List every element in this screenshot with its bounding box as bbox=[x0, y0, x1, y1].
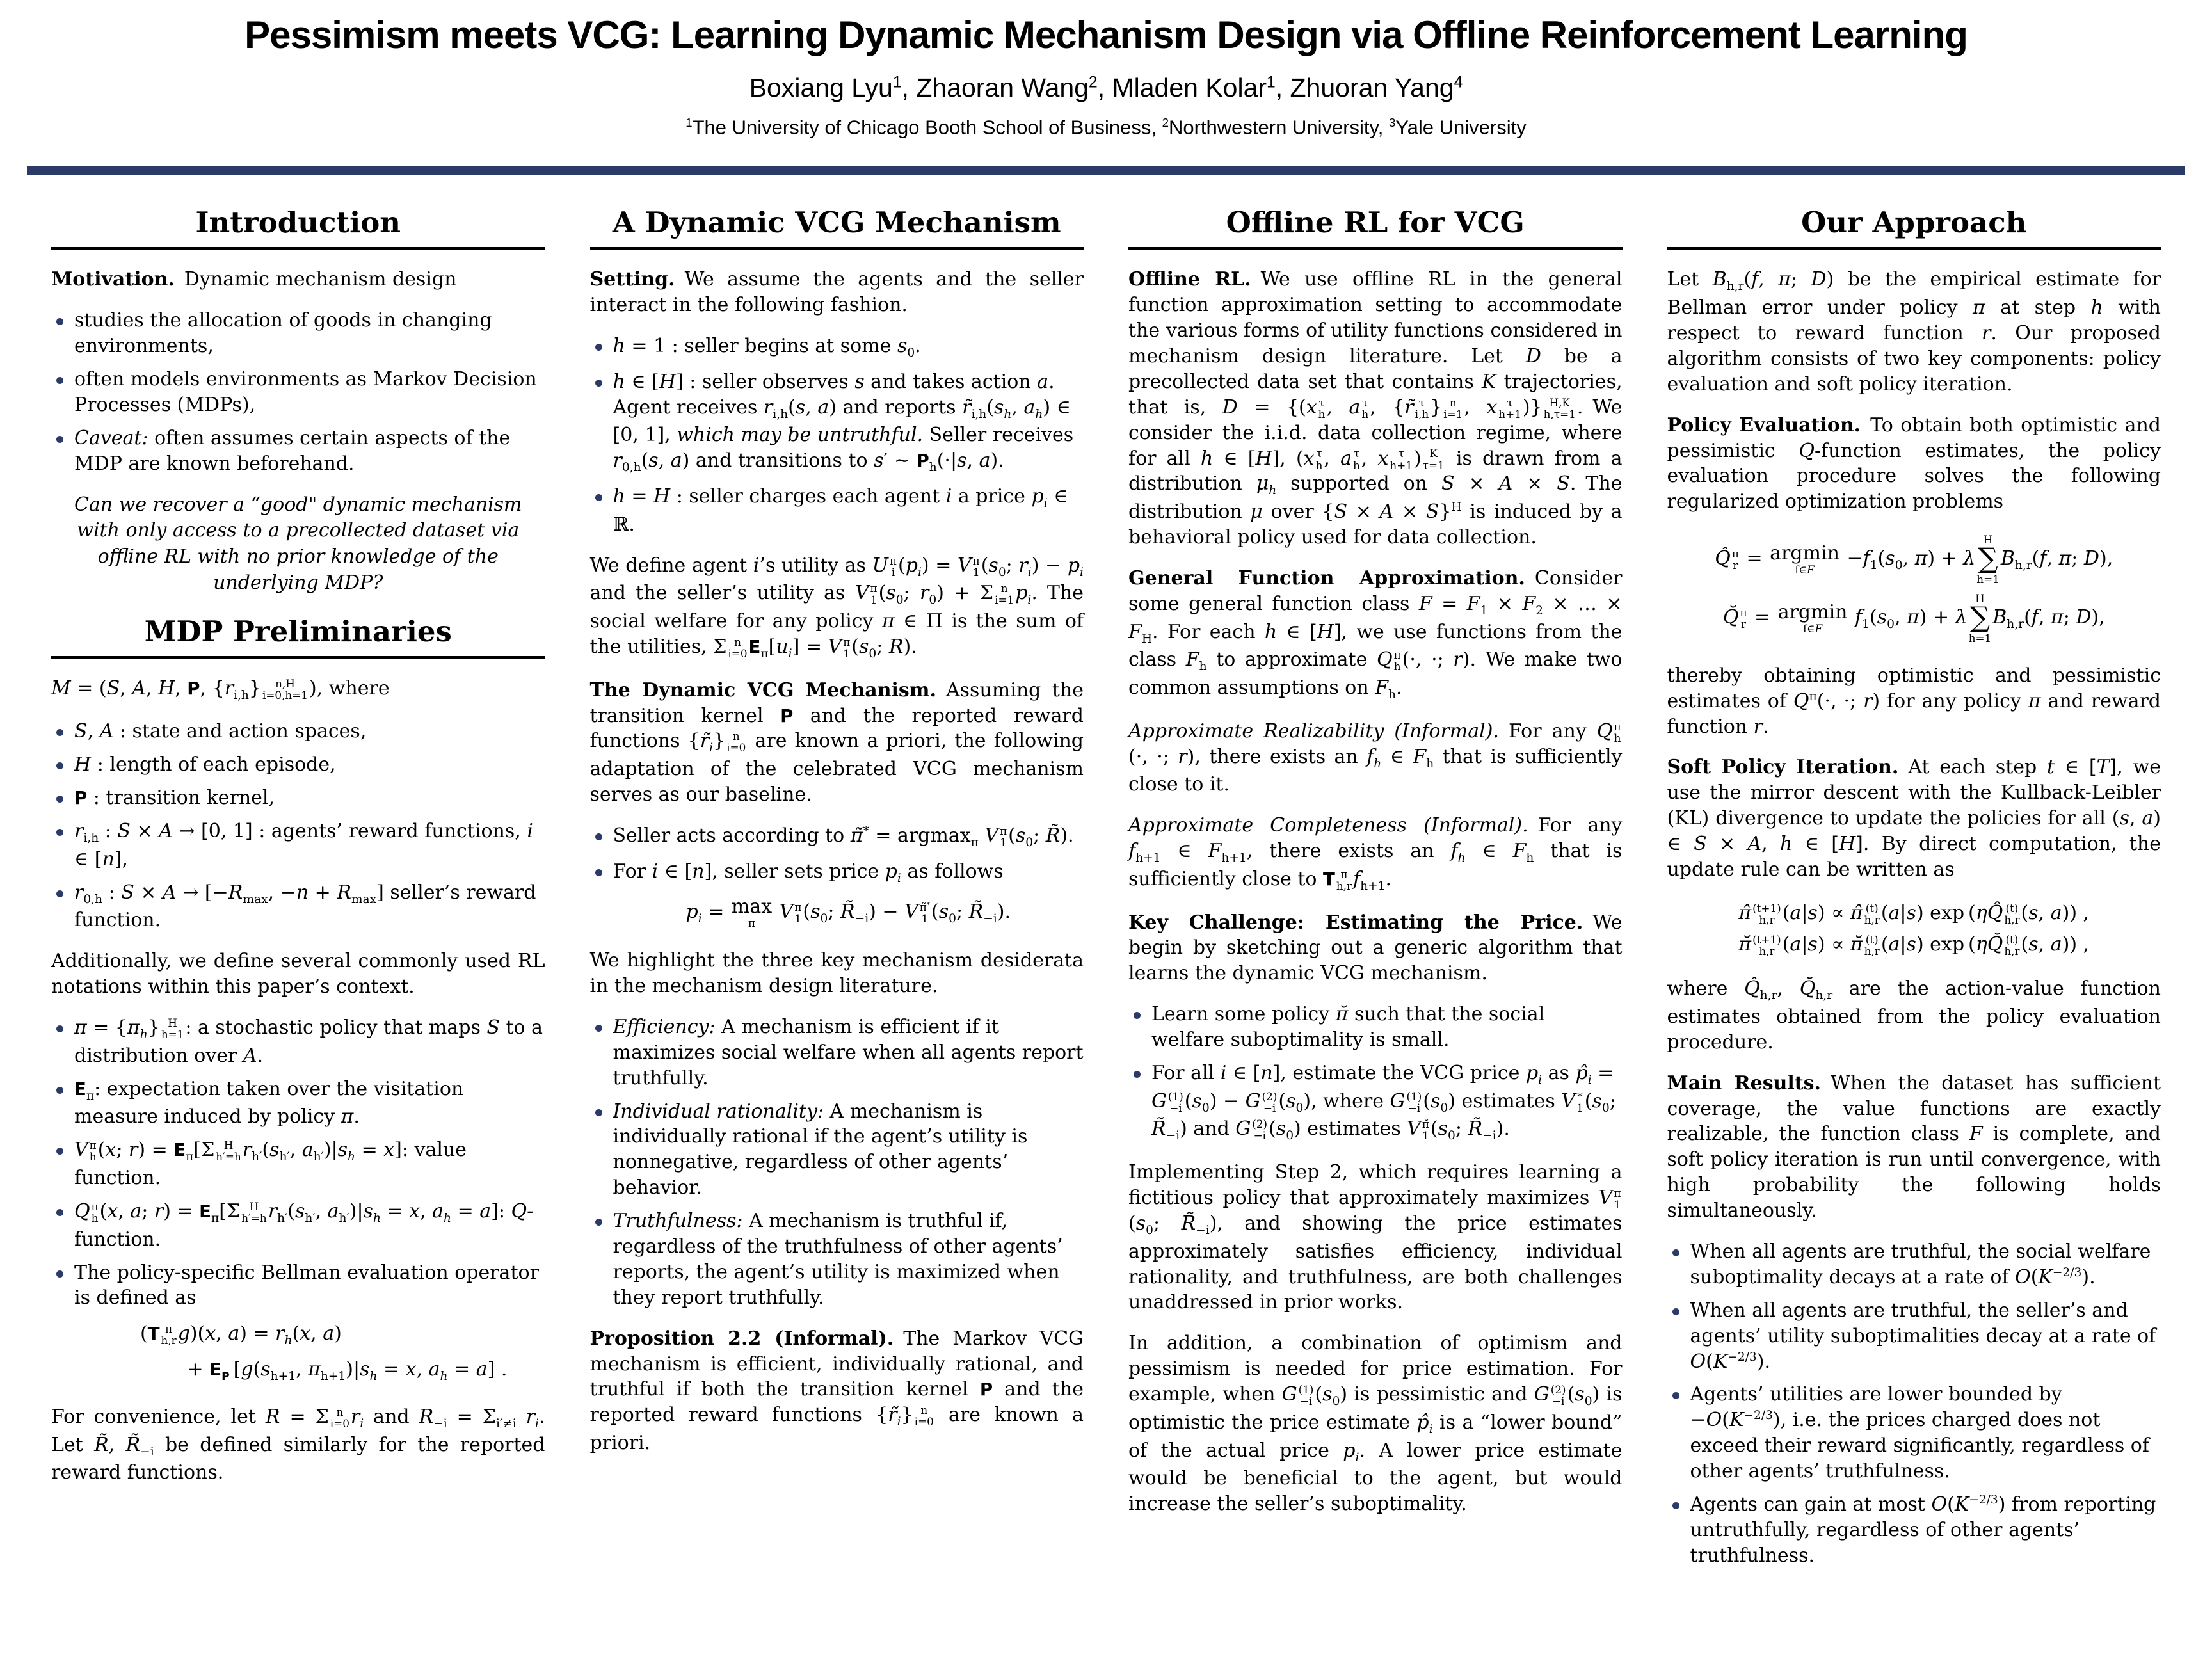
section-title: Offline RL for VCG bbox=[1226, 205, 1525, 240]
bullet-item bbox=[51, 719, 545, 744]
bullet-dot-icon bbox=[56, 1148, 63, 1155]
bullet-dot-icon bbox=[1134, 1071, 1141, 1078]
bullet-dot-icon bbox=[595, 833, 602, 840]
bullet-dot-icon bbox=[1672, 1249, 1679, 1256]
section-title: Introduction bbox=[195, 205, 401, 240]
equation-line: Q̆ π r = argmin f∈F $f_1(s_0$, π) + λ H ∑ h=1 $B_{h,r}(f$, π; D), bbox=[1722, 591, 2105, 645]
header-rule bbox=[27, 166, 2185, 175]
bullet-list bbox=[590, 823, 1084, 933]
equation bbox=[74, 1317, 545, 1388]
bullet-dot-icon bbox=[56, 436, 63, 443]
section-title: MDP Preliminaries bbox=[144, 614, 452, 648]
bullet-item bbox=[51, 752, 545, 778]
bullet-list bbox=[1667, 1239, 2161, 1569]
bullet-list bbox=[590, 1014, 1084, 1311]
bullet-dot-icon bbox=[1672, 1308, 1679, 1315]
bullet-dot-icon bbox=[56, 890, 63, 897]
bullet-dot-icon bbox=[595, 494, 602, 501]
bullet-text: $E_\pi$: expectation taken over the visitation measure induced by policy π. bbox=[74, 1077, 464, 1128]
bullet-dot-icon bbox=[595, 344, 602, 351]
affiliations-line: $^1$The University of Chicago Booth School of Business, $^2$Northwestern University, $^3$Yale University bbox=[685, 116, 1527, 139]
columns-container bbox=[0, 175, 2212, 1583]
bullet-list bbox=[51, 308, 545, 476]
paragraph: Policy Evaluation. To obtain both optimistic and pessimistic Q-function estimates, the policy evaluation procedure solves the following regularized optimization problems bbox=[1667, 413, 2161, 513]
bullet-dot-icon bbox=[595, 1109, 602, 1116]
bullet-item bbox=[51, 308, 545, 359]
bullet-item bbox=[1667, 1239, 2161, 1290]
section-rule bbox=[1128, 247, 1623, 250]
paragraph: M = (S, A, H, P, $\{r_{i,h}\}$ n,H i=0,h=1 ), where bbox=[51, 677, 390, 702]
bullet-dot-icon bbox=[56, 1209, 63, 1216]
bullet-item bbox=[590, 859, 1084, 933]
bullet-dot-icon bbox=[56, 796, 63, 803]
bullet-dot-icon bbox=[56, 729, 63, 736]
paragraph: Soft Policy Iteration. At each step t ∈ [T], we use the mirror descent with the Kullback-Leibler (KL) divergence to update the policies for all (s, a) ∈ S × A, h ∈ [H]. By direct computation, the update rule can be written as bbox=[1667, 756, 2161, 881]
paragraph: Motivation. Dynamic mechanism design bbox=[51, 268, 457, 291]
paragraph: We define agent i’s utility as U π i $(p_i) = V$ π 1 ($s_0$; $r_i) - p_i$ and the seller’s utility as V π 1 ($s_0$; $r_0) + \Sigma$ n i=1 $p_i$. The social welfare for any policy π ∈ Π is the sum of the utilities, Σ n i=0 $E_\pi[u_i] = V$ π 1 ($s_0$; R). bbox=[589, 554, 1084, 661]
bullet-item bbox=[590, 1014, 1084, 1091]
paragraph: Setting. We assume the agents and the seller interact in the following fashion. bbox=[589, 268, 1084, 317]
bullet-text: $\pi = \{\pi_h\}$ H h=1 : a stochastic policy that maps S to a distribution over A. bbox=[74, 1016, 543, 1067]
bullet-text: $r_{i,h}$ : S × A → [0, 1] : agents’ reward functions, i ∈ [n], bbox=[74, 820, 533, 870]
equation-line: Q̂ π r = argmin f∈F $-f_1(s_0$, π) + λ H ∑ h=1 $B_{h,r}(f$, π; D), bbox=[1715, 533, 2113, 586]
equation-line: (T π h,r g)(x, $a) = r_h(x$, a) bbox=[140, 1322, 342, 1348]
bullet-dot-icon bbox=[595, 1219, 602, 1226]
bullet-list bbox=[1128, 1002, 1623, 1144]
column bbox=[1667, 203, 2161, 1583]
paragraph: Main Results. When the dataset has sufficient coverage, the value functions are exactly realizable, the function class F is complete, and soft policy iteration is run until convergence, with high probability the following holds simultaneously. bbox=[1667, 1071, 2161, 1222]
bullet-list bbox=[51, 719, 545, 933]
column bbox=[590, 203, 1084, 1471]
bullet-text: V π h (x; $r) = E_\pi[\Sigma$ H h′=h $r_{h'}(s_{h'}$, $a_{h'})|s_h = x$]: value function. bbox=[74, 1139, 467, 1190]
bullet-item bbox=[1128, 1061, 1623, 1144]
paragraph: Implementing Step 2, which requires learning a fictitious policy that approximately maximizes V π 1 ($s_0$; $R̃_{-i}$), and showing the price estimates approximately satisfies efficiency, individual rationality, and truthfulness, are both challenges unaddressed in prior works. bbox=[1128, 1161, 1623, 1314]
section-rule bbox=[590, 247, 1084, 250]
bullet-dot-icon bbox=[56, 318, 63, 325]
paragraph: Approximate Completeness (Informal). For any $f_{h+1}$ ∈ $F_{h+1}$, there exists an $f_h$ ∈ $F_h$ that is sufficiently close to T π h,r $f_{h+1}$. bbox=[1128, 814, 1623, 893]
bullet-text: Learn some policy π̆ such that the social welfare suboptimality is small. bbox=[1151, 1003, 1545, 1052]
bullet-text: Agents can gain at most $O(K^{-2/3})$ from reporting untruthfully, regardless of other agents’ truthfulness. bbox=[1690, 1493, 2156, 1567]
bullet-text: Caveat: often assumes certain aspects of the MDP are known beforehand. bbox=[74, 426, 511, 475]
bullet-item bbox=[51, 1137, 545, 1191]
bullet-dot-icon bbox=[56, 1270, 63, 1278]
paragraph: Approximate Realizability (Informal). For any Q π h (·, ·; r), there exists an $f_h$ ∈ $F_h$ that is sufficiently close to it. bbox=[1128, 719, 1623, 796]
bullet-dot-icon bbox=[1134, 1012, 1141, 1019]
equation bbox=[1667, 898, 2161, 961]
bullet-dot-icon bbox=[56, 829, 63, 836]
bullet-dot-icon bbox=[1672, 1392, 1679, 1399]
equation-line: + $E_P$ [$g(s_{h+1}$, $\pi_{h+1})|s_h = x$, $a_h = a$] . bbox=[187, 1358, 508, 1384]
bullet-text: $r_{0,h}$ : $S \times A \to [-R_{max}$, $-n + R_{max}$] seller’s reward function. bbox=[74, 881, 536, 932]
bullet-dot-icon bbox=[1672, 1502, 1679, 1509]
bullet-item bbox=[1667, 1298, 2161, 1375]
paragraph: Proposition 2.2 (Informal). The Markov VCG mechanism is efficient, individually rational, and truthful if both the transition kernel P and the reported reward functions $\{r̃_i\}$ n i=0 are known a priori. bbox=[589, 1327, 1084, 1455]
bullet-text: Efficiency: A mechanism is efficient if it maximizes social welfare when all agents report truthfully. bbox=[613, 1015, 1084, 1089]
paragraph: In addition, a combination of optimism and pessimism is needed for price estimation. For example, when G (1) −i $(s_0)$ is pessimistic and G (2) −i $(s_0)$ is optimistic the price estimate $p̂_i$ is a “lower bound” of the actual price $p_i$. A lower price estimate would be beneficial to the agent, but would increase the seller’s suboptimality. bbox=[1128, 1332, 1623, 1516]
bullet-text: studies the allocation of goods in changing environments, bbox=[74, 309, 492, 358]
bullet-text: h = H : seller charges each agent i a price $p_i$ ∈ ℝ. bbox=[613, 485, 1068, 536]
bullet-text: For i ∈ [n], seller sets price $p_i$ as follows bbox=[613, 860, 1004, 885]
column bbox=[51, 203, 545, 1501]
bullet-text: P : transition kernel, bbox=[74, 787, 275, 810]
equation-line: $p_i$ = max π V π 1 ($s_0$; $R̃_{-i}) - V$ π̃* 1 ($s_0$; $R̃_{-i}$). bbox=[685, 895, 1011, 929]
poster-title: Pessimism meets VCG: Learning Dynamic Mechanism Design via Offline Reinforcement Learning bbox=[244, 13, 1968, 56]
bullet-item bbox=[1128, 1002, 1623, 1053]
bullet-text: Individual rationality: A mechanism is individually rational if the agent’s utility is nonnegative, regardless of other agents’ behavior. bbox=[613, 1100, 1028, 1199]
bullet-text: Truthfulness: A mechanism is truthful if, regardless of the truthfulness of other agents’ reports, the agent’s utility is maximized when they report truthfully. bbox=[613, 1210, 1063, 1309]
bullet-item bbox=[51, 785, 545, 811]
bullet-item bbox=[590, 1099, 1084, 1201]
paragraph: Additionally, we define several commonly used RL notations within this paper’s context. bbox=[51, 950, 545, 998]
section-title: Our Approach bbox=[1801, 205, 2027, 240]
bullet-text: Agents’ utilities are lower bounded by $-O(K^{-2/3})$, i.e. the prices charged does not exceed their reward significantly, regardless of other agents’ truthfulness. bbox=[1690, 1383, 2149, 1483]
bullet-item bbox=[590, 333, 1084, 362]
paragraph: The Dynamic VCG Mechanism. Assuming the transition kernel P and the reported reward functions $\{r̃_i\}$ n i=0 are known a priori, the following adaptation of the celebrated VCG mechanism serves as our baseline. bbox=[589, 678, 1084, 806]
equation-line: π̆ (t+1) h,r (a|s) ∝ π̆ (t) h,r (a|s) exp (ηQ̆ (t) h,r (s, a)) , bbox=[1738, 933, 2090, 958]
bullet-text: Q π h (x, a; $r) = E_\pi[\Sigma$ H h′=h $r_{h'}(s_{h'}$, $a_{h'})|s_h = x$, $a_h = a$]: Q-function. bbox=[74, 1199, 534, 1251]
bullet-item bbox=[590, 1208, 1084, 1311]
bullet-dot-icon bbox=[56, 762, 63, 769]
paragraph: Key Challenge: Estimating the Price. We begin by sketching out a generic algorithm that learns the dynamic VCG mechanism. bbox=[1128, 911, 1623, 985]
section-title: A Dynamic VCG Mechanism bbox=[612, 205, 1061, 240]
bullet-item bbox=[1667, 1492, 2161, 1569]
bullet-item bbox=[51, 819, 545, 872]
bullet-text: h = 1 : seller begins at some $s_0$. bbox=[613, 335, 921, 360]
equation bbox=[1667, 530, 2161, 648]
bullet-item bbox=[51, 1199, 545, 1253]
bullet-item bbox=[590, 823, 1084, 851]
paragraph: Let $B_{h,r}(f$, π; D) be the empirical estimate for Bellman error under policy π at step h with respect to reward function r. Our proposed algorithm consists of two key components: policy evaluation and soft policy iteration. bbox=[1667, 268, 2161, 396]
bullet-dot-icon bbox=[595, 869, 602, 876]
bullet-item bbox=[590, 484, 1084, 538]
bullet-dot-icon bbox=[56, 1025, 63, 1032]
paragraph: Offline RL. We use offline RL in the general function approximation setting to accommodate the various forms of utility functions considered in mechanism design literature. Let D be a precollected data set that contains K trajectories, that is, D = {(x τ h , a τ h , {r̃ τ i,h } n i=1 , x τ h+1 )} H,K h,τ=1 . We consider the i.i.d. data collection regime, where for all h ∈ [H], (x τ h , a τ h , x τ h+1 ) K τ=1 is drawn from a distribution $\mu_h$ supported on S × A × S. The distribution μ over $\{S \times A \times S\}^H$ is induced by a behavioral policy used for data collection. bbox=[1128, 268, 1623, 549]
paragraph: where $Q̂_{h,r}$, $Q̆_{h,r}$ are the action-value function estimates obtained from the policy evaluation procedure. bbox=[1667, 977, 2161, 1054]
bullet-dot-icon bbox=[595, 1025, 602, 1032]
bullet-text: h ∈ [H] : seller observes s and takes action a. Agent receives $r_{i,h}(s$, a) and reports $r̃_{i,h}(s_h$, $a_h$) ∈ [0, 1], which may be untruthful. Seller receives $r_{0,h}(s$, a) and transitions to s′ ∼ $P_h(\cdot|s$, a). bbox=[613, 370, 1074, 475]
paragraph: For convenience, let R = Σ n i=0 $r_i$ and $R_{-i} = \Sigma_{i'\ne i}$ $r_i$. Let R̃, $R̃_{-i}$ be defined similarly for the reported reward functions. bbox=[51, 1405, 545, 1484]
equation-line: π̂ (t+1) h,r (a|s) ∝ π̂ (t) h,r (a|s) exp (ηQ̂ (t) h,r (s, a)) , bbox=[1738, 901, 2090, 926]
bullet-text: H : length of each episode, bbox=[74, 753, 336, 776]
bullet-item bbox=[51, 367, 545, 418]
bullet-item bbox=[1667, 1382, 2161, 1484]
bullet-text: For all i ∈ [n], estimate the VCG price $p_i$ as $p̂_i = G$ (1) −i $(s_0) - G$ (2) −i $(s_0)$, where G (1) −i $(s_0)$ estimates V * 1 ($s_0$; $R̃_{-i}$) and G (2) −i $(s_0)$ estimates V π̆ 1 ($s_0$; $R̃_{-i}$). bbox=[1151, 1062, 1616, 1143]
paragraph: We highlight the three key mechanism desiderata in the mechanism design literature. bbox=[589, 949, 1084, 997]
authors-line: Boxiang Lyu$^1$, Zhaoran Wang$^2$, Mladen Kolar$^1$, Zhuoran Yang$^4$ bbox=[749, 73, 1463, 102]
section-rule bbox=[1667, 247, 2161, 250]
bullet-text: When all agents are truthful, the social welfare suboptimality decays at a rate of $O(K^{-2/3})$. bbox=[1690, 1240, 2151, 1288]
bullet-dot-icon bbox=[56, 377, 63, 384]
motivating-question: Can we recover a “good" dynamic mechanism with only access to a precollected dataset via offline RL with no prior knowledge of the underlying MDP? bbox=[74, 493, 522, 594]
bullet-text: S, A : state and action spaces, bbox=[74, 720, 367, 743]
bullet-dot-icon bbox=[56, 1087, 63, 1094]
paragraph: General Function Approximation. Consider some general function class $F = F_1 \times F_2$ × … × $F_H$. For each h ∈ [H], we use functions from the class $F_h$ to approximate Q π h (·, ·; r). We make two common assumptions on $F_h$. bbox=[1128, 566, 1623, 701]
bullet-item bbox=[590, 369, 1084, 476]
section-rule bbox=[51, 656, 545, 659]
bullet-list bbox=[590, 333, 1084, 538]
bullet-text: often models environments as Markov Decision Processes (MDPs), bbox=[74, 368, 537, 416]
bullet-item bbox=[51, 1260, 545, 1389]
paragraph: thereby obtaining optimistic and pessimistic estimates of $Q^\pi(\cdot$, ·; r) for any policy π and reward function r. bbox=[1667, 664, 2161, 738]
column bbox=[1128, 203, 1623, 1532]
bullet-item bbox=[51, 880, 545, 934]
bullet-dot-icon bbox=[595, 380, 602, 387]
section-rule bbox=[51, 247, 545, 250]
bullet-item bbox=[51, 426, 545, 477]
bullet-text: When all agents are truthful, the seller’s and agents’ utility suboptimalities decay at a rate of $O(K^{-2/3})$. bbox=[1690, 1299, 2156, 1373]
bullet-text: The policy-specific Bellman evaluation operator is defined as bbox=[74, 1261, 539, 1310]
bullet-item bbox=[51, 1077, 545, 1130]
bullet-text: Seller acts according to π̃* = argmax$_\pi$ V π 1 ($s_0$; R̃). bbox=[613, 824, 1074, 849]
poster-header bbox=[0, 0, 2212, 139]
bullet-item bbox=[51, 1015, 545, 1069]
bullet-list bbox=[51, 1015, 545, 1389]
equation bbox=[613, 893, 1084, 933]
